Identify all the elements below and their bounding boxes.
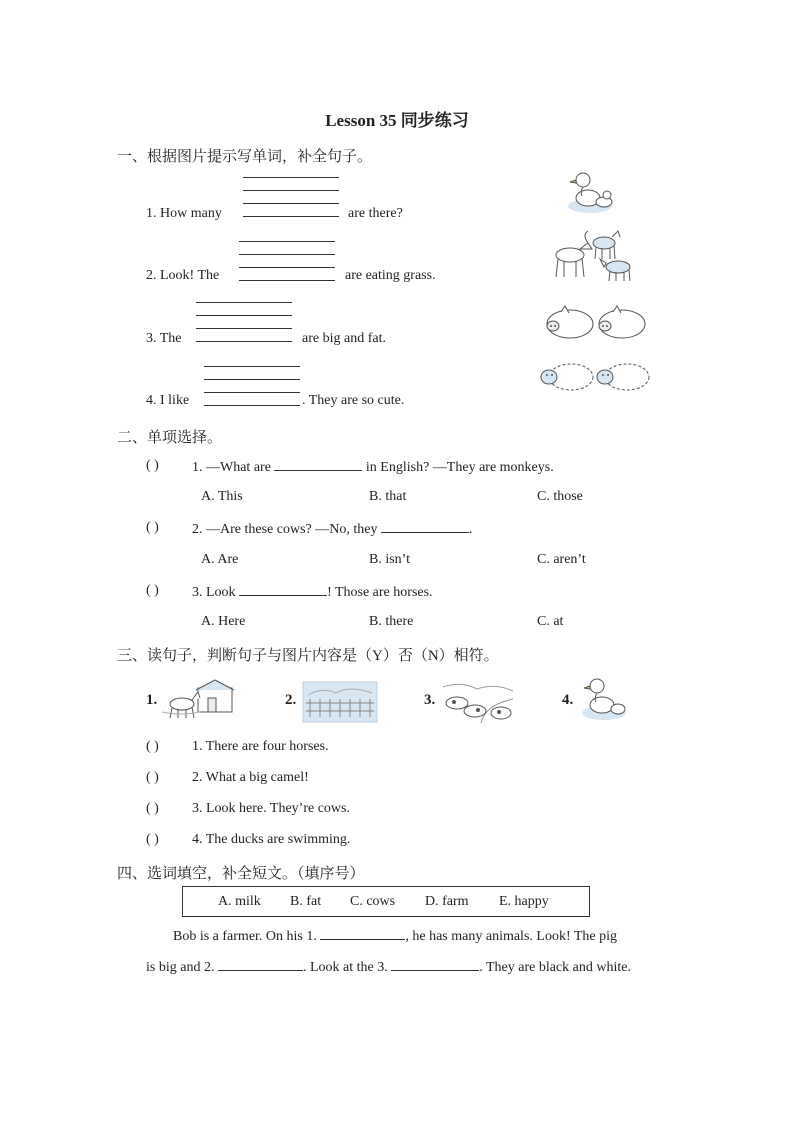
s2-q1-paren[interactable]: ( ) xyxy=(146,458,159,473)
writing-line[interactable] xyxy=(239,280,335,281)
s2-q1-pre: 1. —What are xyxy=(192,460,271,475)
fence-picture xyxy=(302,681,378,723)
s2-q2-pre: 2. —Are these cows? —No, they xyxy=(192,522,378,537)
answer-blank-2[interactable] xyxy=(218,958,303,971)
s1-item1-post: are there? xyxy=(348,206,403,221)
answer-blank-3[interactable] xyxy=(391,958,479,971)
s3-statement-1: 1. There are four horses. xyxy=(192,739,329,754)
s2-q2-option-a[interactable]: A. Are xyxy=(201,552,239,567)
s1-item4-post: . They are so cute. xyxy=(302,393,405,408)
s3-statement-3: 3. Look here. They’re cows. xyxy=(192,801,350,816)
passage-2a: is big and 2. xyxy=(146,960,215,975)
writing-line[interactable] xyxy=(196,341,292,342)
s2-q2-paren[interactable]: ( ) xyxy=(146,520,159,535)
farm-horses-picture xyxy=(160,678,236,720)
pic-number-1: 1. xyxy=(146,692,158,708)
s2-q1 xyxy=(192,458,554,476)
writing-line xyxy=(204,379,300,380)
cows-picture xyxy=(441,679,515,723)
s2-q2-option-c[interactable]: C. aren’t xyxy=(537,552,586,567)
s2-q1-option-b[interactable]: B. that xyxy=(369,489,407,504)
s1-item3-post: are big and fat. xyxy=(302,331,386,346)
writing-line[interactable] xyxy=(204,405,300,406)
writing-line xyxy=(243,177,339,178)
s1-item2-pre: 2. Look! The xyxy=(146,268,220,283)
section1-heading: 一、根据图片提示写单词，补全句子。 xyxy=(117,149,373,165)
passage-2b: . Look at the 3. xyxy=(302,960,388,975)
section4-heading: 四、选词填空，补全短文。（填序号） xyxy=(117,866,365,882)
duck-picture xyxy=(580,673,630,723)
passage-line-1 xyxy=(173,927,617,945)
pigs-picture xyxy=(543,304,649,344)
s1-item3-pre: 3. The xyxy=(146,331,182,346)
s2-q2-post: . xyxy=(468,522,473,537)
page-title: Lesson 35 同步练习 xyxy=(325,111,469,130)
s3-st2-paren[interactable]: ( ) xyxy=(146,770,159,785)
sheep-picture xyxy=(537,357,653,397)
s2-q3 xyxy=(192,583,433,601)
passage-1a: Bob is a farmer. On his 1. xyxy=(173,929,317,944)
s2-q3-option-c[interactable]: C. at xyxy=(537,614,564,629)
ducks-picture xyxy=(566,168,618,216)
answer-blank-1[interactable] xyxy=(320,927,405,940)
writing-line xyxy=(204,366,300,367)
s1-item2-post: are eating grass. xyxy=(345,268,436,283)
writing-line[interactable] xyxy=(243,216,339,217)
s2-q3-pre: 3. Look xyxy=(192,585,236,600)
s3-statement-2: 2. What a big camel! xyxy=(192,770,309,785)
answer-blank[interactable] xyxy=(274,458,362,471)
section3-heading: 三、读句子，判断句子与图片内容是（Y）否（N）相符。 xyxy=(117,648,499,664)
passage-line-2 xyxy=(146,958,631,976)
s2-q3-paren[interactable]: ( ) xyxy=(146,583,159,598)
writing-line xyxy=(243,190,339,191)
pic-number-2: 2. xyxy=(285,692,297,708)
writing-line xyxy=(239,241,335,242)
s2-q3-option-b[interactable]: B. there xyxy=(369,614,414,629)
word-option-d: D. farm xyxy=(425,894,469,909)
word-option-a: A. milk xyxy=(218,894,261,909)
answer-blank[interactable] xyxy=(239,583,327,596)
word-option-c: C. cows xyxy=(350,894,396,909)
writing-line xyxy=(196,302,292,303)
s2-q2-option-b[interactable]: B. isn’t xyxy=(369,552,410,567)
s2-q1-option-c[interactable]: C. those xyxy=(537,489,583,504)
s3-statement-4: 4. The ducks are swimming. xyxy=(192,832,351,847)
s2-q1-post: in English? —They are monkeys. xyxy=(365,460,554,475)
passage-1b: , he has many animals. Look! The pig xyxy=(405,929,618,944)
s3-st4-paren[interactable]: ( ) xyxy=(146,832,159,847)
answer-blank[interactable] xyxy=(381,520,469,533)
s3-st1-paren[interactable]: ( ) xyxy=(146,739,159,754)
passage-2c: . They are black and white. xyxy=(479,960,631,975)
s2-q3-post: ! Those are horses. xyxy=(327,585,433,600)
s2-q2 xyxy=(192,520,472,538)
pic-number-4: 4. xyxy=(562,692,574,708)
word-bank xyxy=(182,886,590,917)
s2-q1-option-a[interactable]: A. This xyxy=(201,489,243,504)
section2-heading: 二、单项选择。 xyxy=(117,430,223,446)
word-option-e: E. happy xyxy=(499,894,549,909)
word-option-b: B. fat xyxy=(290,894,322,909)
writing-line xyxy=(196,315,292,316)
writing-line xyxy=(196,328,292,329)
writing-line xyxy=(239,267,335,268)
writing-line xyxy=(243,203,339,204)
s2-q3-option-a[interactable]: A. Here xyxy=(201,614,246,629)
s1-item1-pre: 1. How many xyxy=(146,206,222,221)
s1-item4-pre: 4. I like xyxy=(146,393,190,408)
pic-number-3: 3. xyxy=(424,692,436,708)
goats-picture xyxy=(548,225,638,285)
writing-line xyxy=(239,254,335,255)
writing-line xyxy=(204,392,300,393)
s3-st3-paren[interactable]: ( ) xyxy=(146,801,159,816)
